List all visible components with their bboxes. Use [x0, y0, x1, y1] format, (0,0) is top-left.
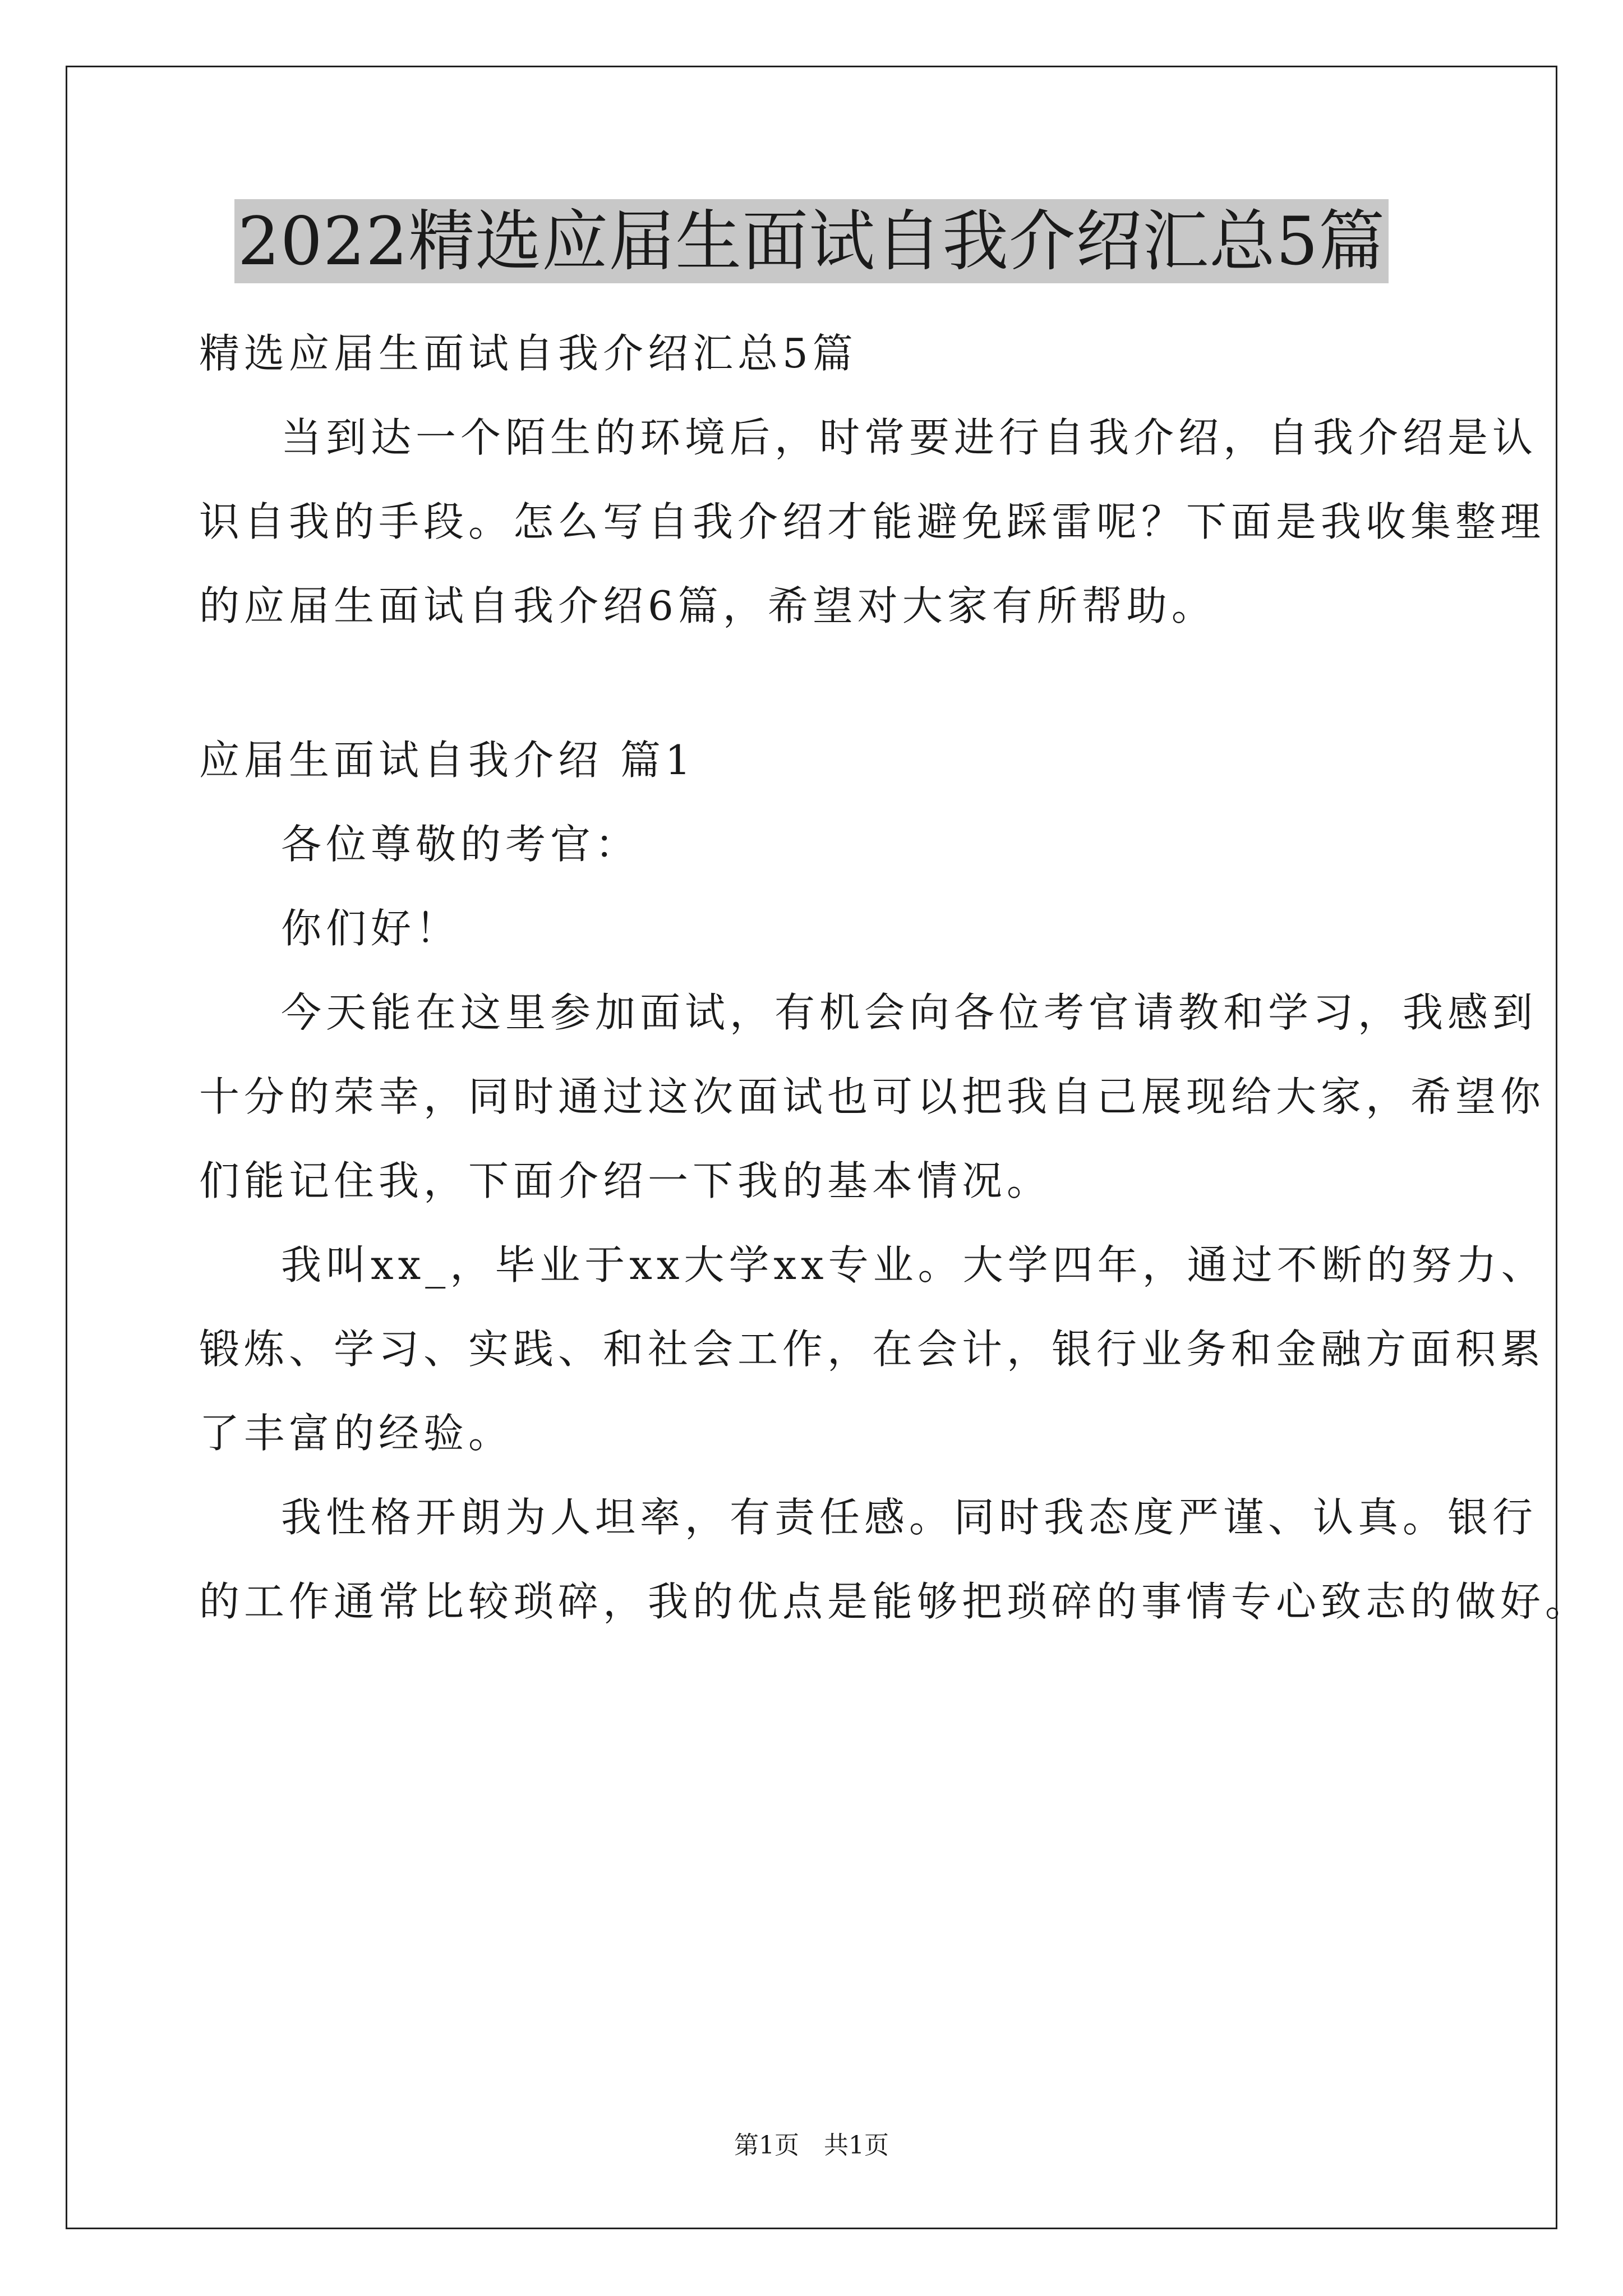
- greeting: 你们好！: [281, 905, 461, 952]
- document-title: 2022精选应届生面试自我介绍汇总5篇: [234, 199, 1389, 283]
- salutation: 各位尊敬的考官：: [281, 821, 640, 868]
- intro-line: 当到达一个陌生的环境后，时常要进行自我介绍，自我介绍是认: [281, 414, 1538, 461]
- title-container: [0, 199, 1623, 283]
- paragraph-line: 十分的荣幸，同时通过这次面试也可以把我自己展现给大家，希望你: [199, 1073, 1546, 1120]
- document-body: [199, 311, 1590, 1644]
- spacer: [199, 648, 1427, 718]
- paragraph-line: 我性格开朗为人坦率，有责任感。同时我态度严谨、认真。银行: [281, 1494, 1538, 1541]
- intro-line: 识自我的手段。怎么写自我介绍才能避免踩雷呢？下面是我收集整理: [199, 498, 1546, 545]
- section-heading: 应届生面试自我介绍 篇1: [199, 737, 695, 784]
- paragraph-line: 今天能在这里参加面试，有机会向各位考官请教和学习，我感到: [281, 989, 1538, 1036]
- paragraph-line: 锻炼、学习、实践、和社会工作，在会计，银行业务和金融方面积累: [199, 1326, 1546, 1373]
- page-number-label: 第1页 共1页: [734, 2131, 889, 2160]
- intro-line: 的应届生面试自我介绍6篇，希望对大家有所帮助。: [199, 582, 1216, 629]
- paragraph-line: 们能记住我，下面介绍一下我的基本情况。: [199, 1157, 1052, 1204]
- paragraph-line: 的工作通常比较琐碎，我的优点是能够把琐碎的事情专心致志的做好。: [199, 1578, 1590, 1625]
- paragraph-line: 我叫xx_，毕业于xx大学xx专业。大学四年，通过不断的努力、: [281, 1241, 1546, 1289]
- subtitle: 精选应届生面试自我介绍汇总5篇: [199, 330, 857, 377]
- page-footer: [0, 2129, 1623, 2162]
- paragraph-line: 了丰富的经验。: [199, 1410, 514, 1457]
